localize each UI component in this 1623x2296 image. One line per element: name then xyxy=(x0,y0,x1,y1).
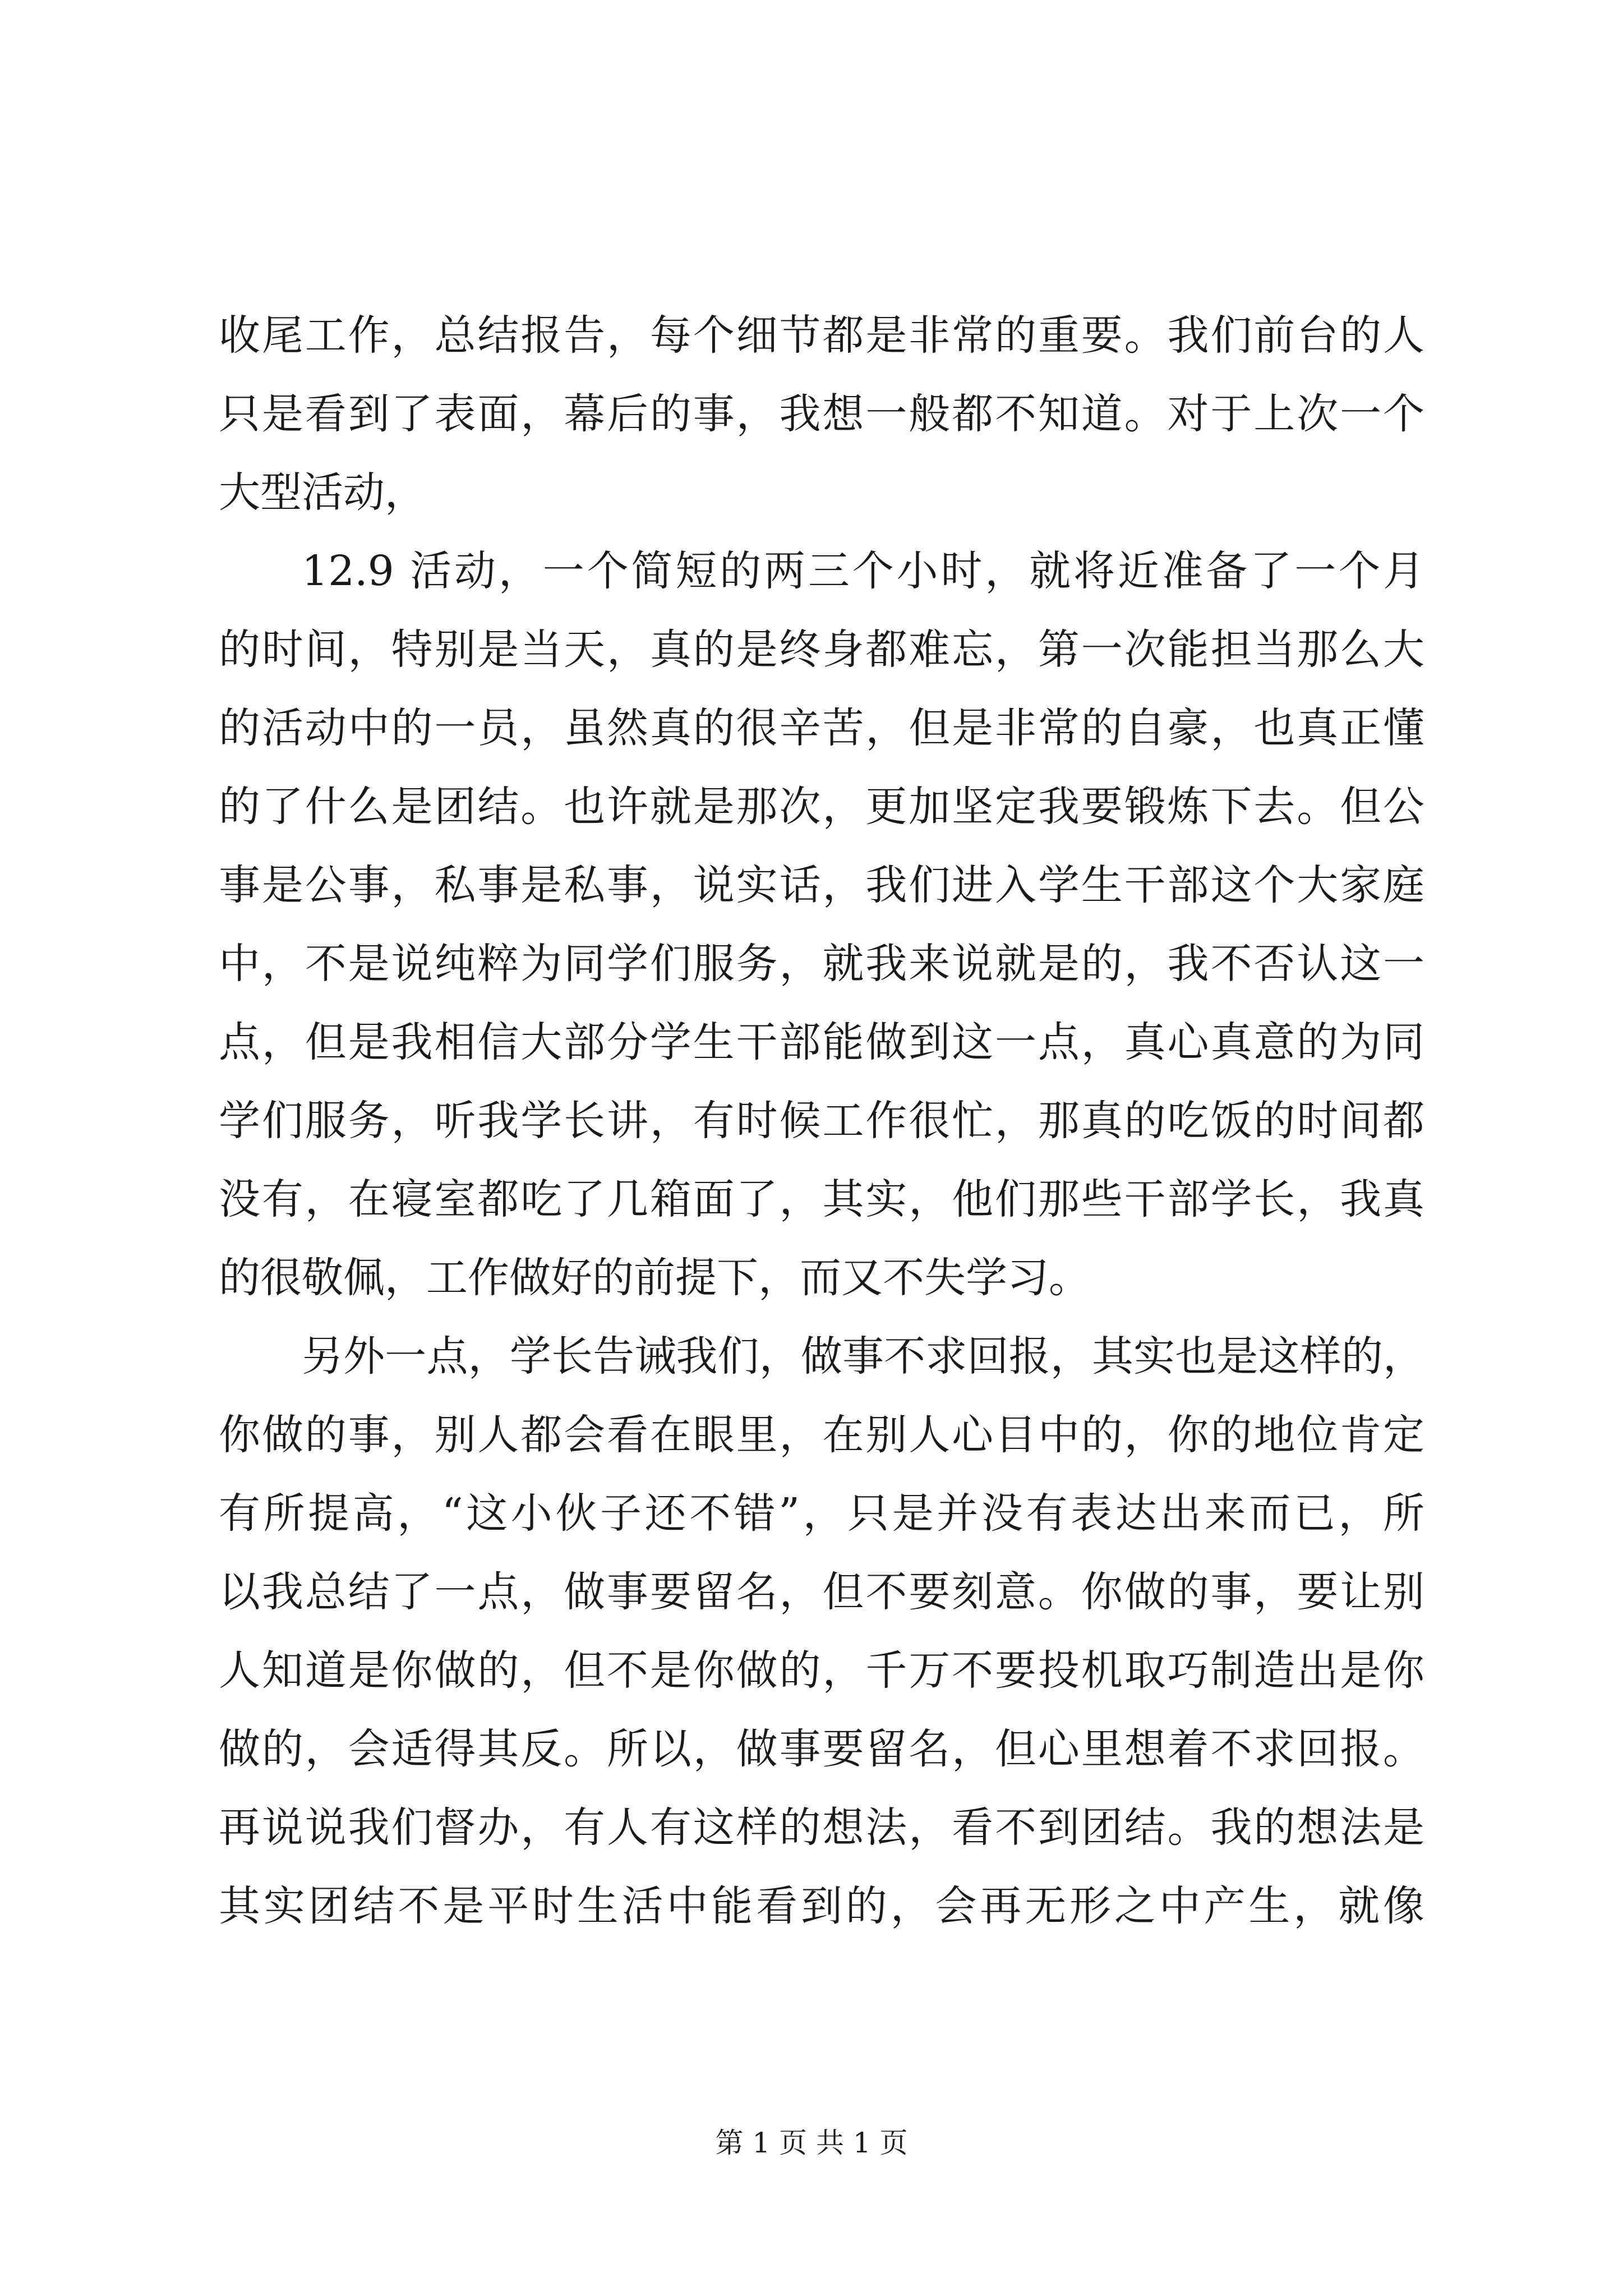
text-line: 做的，会适得其反。所以，做事要留名，但心里想着不求回报。 xyxy=(219,1725,1424,1773)
text-line: 中，不是说纯粹为同学们服务，就我来说就是的，我不否认这一 xyxy=(219,940,1424,988)
body-text xyxy=(219,296,1424,1945)
text-line: 有所提高，“这小伙子还不错”，只是并没有表达出来而已，所 xyxy=(219,1489,1424,1538)
text-line: 只是看到了表面，幕后的事，我想一般都不知道。对于上次一个 xyxy=(219,390,1424,438)
text-line: 的了什么是团结。也许就是那次，更加坚定我要锻炼下去。但公 xyxy=(219,783,1424,831)
text-line: 的时间，特别是当天，真的是终身都难忘，第一次能担当那么大 xyxy=(219,625,1424,674)
paragraph-first-line: 另外一点，学长告诫我们，做事不求回报，其实也是这样的， xyxy=(302,1332,1424,1381)
text-line: 你做的事，别人都会看在眼里，在别人心目中的，你的地位肯定 xyxy=(219,1411,1424,1459)
text-line: 收尾工作，总结报告，每个细节都是非常的重要。我们前台的人 xyxy=(219,311,1424,360)
page-number-footer: 第 1 页 共 1 页 xyxy=(715,2127,908,2159)
text-line: 学们服务，听我学长讲，有时候工作很忙，那真的吃饭的时间都 xyxy=(219,1097,1424,1145)
text-line: 的活动中的一员，虽然真的很辛苦，但是非常的自豪，也真正懂 xyxy=(219,704,1424,752)
text-line: 的很敬佩，工作做好的前提下，而又不失学习。 xyxy=(219,1254,1090,1302)
text-line: 没有，在寝室都吃了几箱面了，其实，他们那些干部学长，我真 xyxy=(219,1175,1424,1223)
text-line: 大型活动， xyxy=(219,468,426,517)
text-line: 其实团结不是平时生活中能看到的，会再无形之中产生，就像 xyxy=(219,1882,1424,1930)
text-line: 事是公事，私事是私事，说实话，我们进入学生干部这个大家庭 xyxy=(219,861,1424,909)
paragraph-first-line: 12.9 活动，一个简短的两三个小时，就将近准备了一个月 xyxy=(302,547,1424,595)
text-line: 再说说我们督办，有人有这样的想法，看不到团结。我的想法是 xyxy=(219,1803,1424,1852)
text-line: 点，但是我相信大部分学生干部能做到这一点，真心真意的为同 xyxy=(219,1018,1424,1066)
text-line: 人知道是你做的，但不是你做的，千万不要投机取巧制造出是你 xyxy=(219,1646,1424,1695)
text-line: 以我总结了一点，做事要留名，但不要刻意。你做的事，要让别 xyxy=(219,1568,1424,1616)
